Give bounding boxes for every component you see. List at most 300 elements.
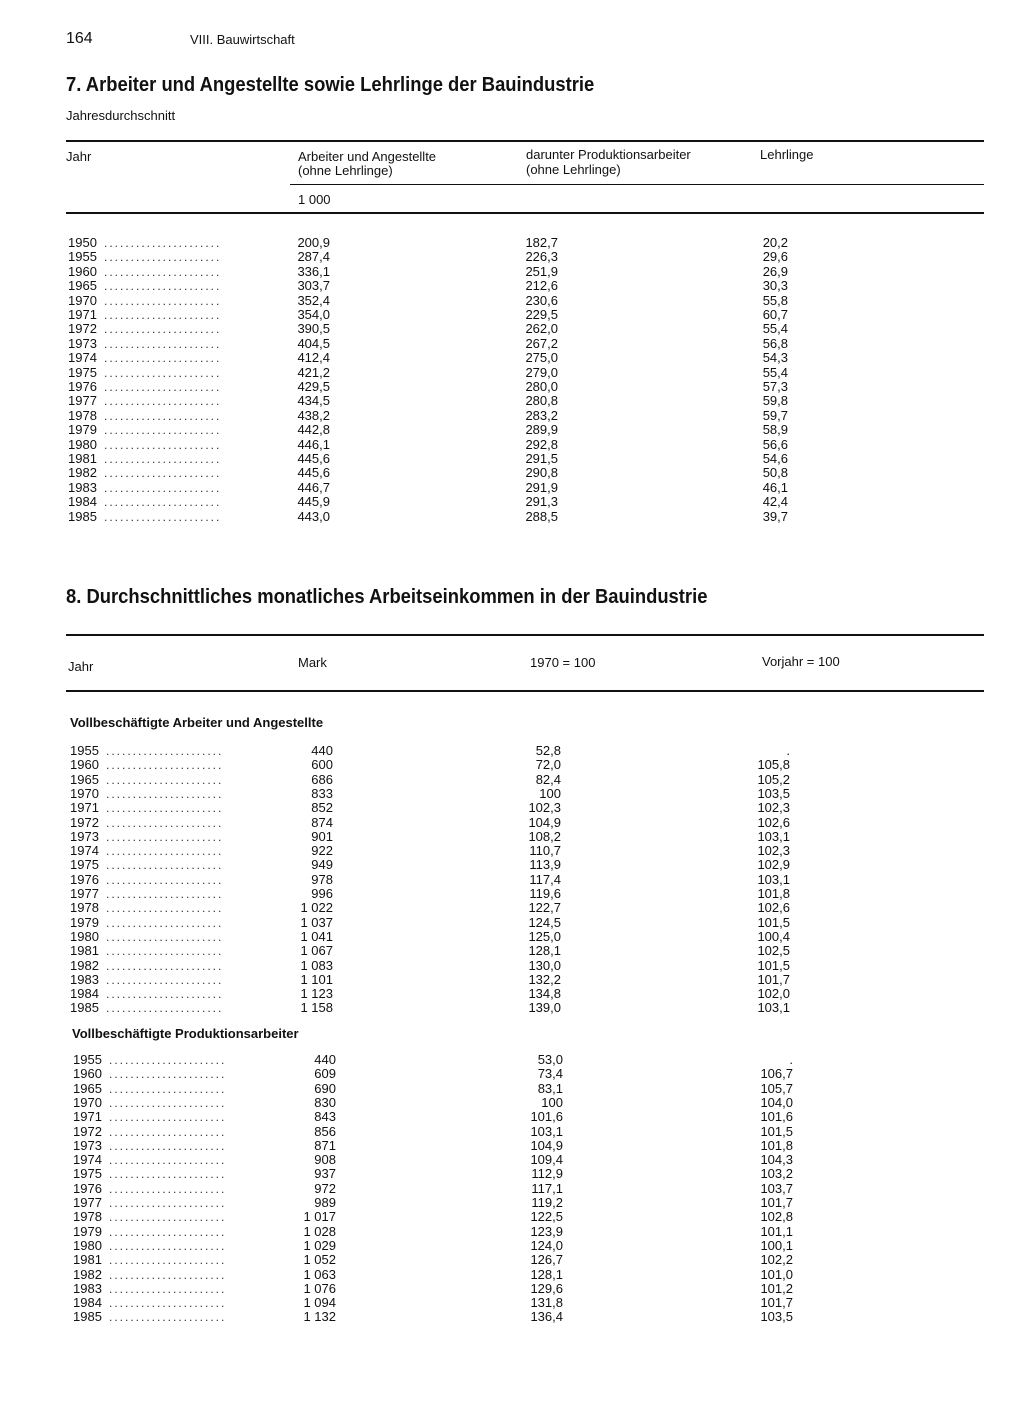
table-row [0, 1268, 1024, 1282]
leader-dots: ...................... [109, 1267, 227, 1282]
year-cell: 1975 [70, 857, 99, 873]
leader-dots: ...................... [104, 509, 222, 524]
value-cell-c: 58,9 [762, 422, 788, 438]
value-cell-c: 102,8 [760, 1209, 793, 1225]
value-cell-b: 73,4 [537, 1066, 563, 1082]
year-cell: 1982 [73, 1266, 102, 1282]
value-cell-c: 101,6 [760, 1109, 793, 1125]
value-cell-a: 972 [314, 1180, 336, 1196]
year-cell: 1983 [73, 1280, 102, 1296]
value-cell-b: 251,9 [525, 263, 558, 279]
leader-dots: ...................... [106, 972, 224, 987]
value-cell-b: 104,9 [530, 1137, 563, 1153]
table-row [0, 858, 1024, 872]
value-cell-a: 908 [314, 1152, 336, 1168]
value-cell-c: 102,0 [757, 986, 790, 1002]
year-cell: 1970 [73, 1094, 102, 1110]
value-cell-a: 434,5 [297, 393, 330, 409]
value-cell-c: 39,7 [762, 508, 788, 524]
table-row [0, 830, 1024, 844]
value-cell-a: 852 [311, 800, 333, 816]
value-cell-b: 130,0 [528, 957, 561, 973]
leader-dots: ...................... [109, 1138, 227, 1153]
year-cell: 1965 [68, 278, 97, 294]
table7-header-col2: darunter Produktionsarbeiter [526, 147, 691, 162]
value-cell-c: 55,4 [762, 321, 788, 337]
table-row [0, 466, 1024, 480]
leader-dots: ...................... [104, 423, 222, 438]
value-cell-b: 291,9 [525, 479, 558, 495]
value-cell-a: 1 052 [303, 1252, 336, 1268]
value-cell-a: 440 [314, 1052, 336, 1067]
table-row [0, 1210, 1024, 1224]
table-row [0, 758, 1024, 772]
table7-unit-rule [290, 184, 984, 185]
table-row [0, 322, 1024, 336]
value-cell-b: 117,1 [531, 1180, 563, 1196]
value-cell-a: 354,0 [297, 307, 330, 322]
table-row [0, 380, 1024, 394]
value-cell-c: 29,6 [762, 249, 788, 265]
value-cell-b: 53,0 [537, 1052, 563, 1067]
value-cell-b: 226,3 [525, 249, 558, 265]
table7-header-col2-sub: (ohne Lehrlinge) [526, 162, 621, 177]
page-number: 164 [66, 30, 93, 47]
value-cell-c: 26,9 [762, 263, 788, 279]
value-cell-c: 101,1 [760, 1223, 793, 1239]
table8-header-col1: Mark [298, 655, 327, 670]
year-cell: 1973 [73, 1137, 102, 1153]
year-cell: 1984 [68, 494, 97, 510]
value-cell-c: 105,2 [757, 771, 790, 787]
table-row [0, 1182, 1024, 1196]
year-cell: 1984 [73, 1295, 102, 1311]
value-cell-a: 978 [311, 871, 333, 887]
table-row [0, 901, 1024, 915]
leader-dots: ...................... [109, 1110, 227, 1125]
year-cell: 1955 [73, 1052, 102, 1067]
table-row [0, 773, 1024, 787]
table-row [0, 844, 1024, 858]
value-cell-a: 686 [311, 771, 333, 787]
year-cell: 1981 [73, 1252, 102, 1268]
value-cell-b: 122,7 [528, 900, 561, 916]
table7-header-col1: Arbeiter und Angestellte [298, 149, 437, 164]
leader-dots: ...................... [109, 1238, 227, 1253]
value-cell-a: 830 [314, 1094, 336, 1110]
value-cell-a: 949 [311, 857, 333, 873]
year-cell: 1973 [68, 335, 97, 351]
leader-dots: ...................... [104, 279, 222, 294]
year-cell: 1973 [70, 828, 99, 844]
value-cell-c: 20,2 [762, 235, 788, 250]
table-row [0, 816, 1024, 830]
table-row [0, 265, 1024, 279]
table8-header-col2: 1970 = 100 [530, 655, 596, 670]
value-cell-c: 102,3 [757, 800, 790, 816]
leader-dots: ...................... [106, 944, 224, 959]
value-cell-b: 283,2 [525, 407, 558, 423]
value-cell-a: 1 076 [303, 1280, 336, 1296]
value-cell-c: 59,8 [762, 393, 788, 409]
value-cell-a: 440 [311, 743, 333, 758]
value-cell-b: 212,6 [525, 278, 558, 294]
year-cell: 1983 [68, 479, 97, 495]
table-row [0, 944, 1024, 958]
table-row [0, 930, 1024, 944]
value-cell-c: 60,7 [762, 307, 788, 322]
year-cell: 1965 [70, 771, 99, 787]
table-row [0, 294, 1024, 308]
leader-dots: ...................... [104, 480, 222, 495]
value-cell-a: 1 028 [303, 1223, 336, 1239]
leader-dots: ...................... [106, 829, 224, 844]
table7-header-rule [66, 212, 984, 214]
table-row [0, 1067, 1024, 1081]
leader-dots: ...................... [104, 466, 222, 481]
table-row [0, 366, 1024, 380]
value-cell-c: 101,7 [760, 1195, 793, 1210]
value-cell-b: 125,0 [528, 928, 561, 944]
value-cell-a: 336,1 [297, 263, 330, 279]
value-cell-a: 871 [314, 1137, 336, 1153]
table-row [0, 1296, 1024, 1310]
value-cell-c: 55,8 [762, 292, 788, 308]
value-cell-c: 54,3 [762, 350, 788, 366]
value-cell-a: 600 [311, 757, 333, 773]
value-cell-b: 128,1 [530, 1266, 563, 1282]
table-row [0, 959, 1024, 973]
value-cell-a: 352,4 [297, 292, 330, 308]
year-cell: 1977 [70, 886, 99, 901]
value-cell-c: 101,5 [757, 914, 790, 930]
running-head: VIII. Bauwirtschaft [190, 32, 295, 47]
year-cell: 1977 [68, 393, 97, 409]
leader-dots: ...................... [106, 872, 224, 887]
leader-dots: ...................... [104, 250, 222, 265]
leader-dots: ...................... [109, 1124, 227, 1139]
year-cell: 1974 [70, 843, 99, 859]
leader-dots: ...................... [106, 815, 224, 830]
year-cell: 1983 [70, 971, 99, 987]
value-cell-a: 901 [311, 828, 333, 844]
value-cell-b: 136,4 [530, 1309, 563, 1325]
value-cell-c: 56,8 [762, 335, 788, 351]
year-cell: 1955 [70, 743, 99, 758]
leader-dots: ...................... [109, 1181, 227, 1196]
value-cell-b: 132,2 [528, 971, 561, 987]
table-row [0, 1310, 1024, 1324]
table8-section1-label: Vollbeschäftigte Arbeiter und Angestellte [70, 715, 324, 730]
value-cell-a: 442,8 [297, 422, 330, 438]
table8-section2-label: Vollbeschäftigte Produktionsarbeiter [72, 1026, 299, 1041]
leader-dots: ...................... [104, 408, 222, 423]
value-cell-b: 100 [541, 1094, 563, 1110]
year-cell: 1960 [70, 757, 99, 773]
year-cell: 1979 [73, 1223, 102, 1239]
table-row [0, 337, 1024, 351]
value-cell-a: 429,5 [297, 379, 330, 394]
leader-dots: ...................... [106, 758, 224, 773]
table7-top-rule [66, 140, 984, 142]
table-row [0, 1096, 1024, 1110]
value-cell-b: 82,4 [535, 771, 561, 787]
year-cell: 1984 [70, 986, 99, 1002]
value-cell-c: 103,2 [760, 1166, 793, 1182]
table-row [0, 1167, 1024, 1181]
value-cell-b: 72,0 [535, 757, 561, 773]
value-cell-b: 229,5 [525, 307, 558, 322]
value-cell-c: 101,8 [757, 886, 790, 901]
table-row [0, 495, 1024, 509]
value-cell-b: 279,0 [525, 364, 558, 380]
year-cell: 1976 [73, 1180, 102, 1196]
table-row [0, 1253, 1024, 1267]
leader-dots: ...................... [109, 1167, 227, 1182]
year-cell: 1985 [70, 1000, 99, 1016]
leader-dots: ...................... [106, 929, 224, 944]
value-cell-b: 100 [539, 785, 561, 801]
value-cell-c: 102,5 [757, 943, 790, 959]
leader-dots: ...................... [109, 1095, 227, 1110]
table-row [0, 452, 1024, 466]
value-cell-b: 291,5 [525, 451, 558, 466]
year-cell: 1974 [68, 350, 97, 366]
value-cell-a: 690 [314, 1080, 336, 1096]
table-row [0, 801, 1024, 815]
year-cell: 1980 [68, 436, 97, 452]
table7-subtitle: Jahresdurchschnitt [66, 108, 176, 123]
table-row [0, 1239, 1024, 1253]
value-cell-b: 110,7 [529, 843, 561, 859]
table7-header-col3: Lehrlinge [760, 147, 814, 162]
value-cell-c: 106,7 [760, 1066, 793, 1082]
table-row [0, 1001, 1024, 1015]
table-row [0, 1125, 1024, 1139]
year-cell: 1976 [70, 871, 99, 887]
value-cell-a: 1 063 [303, 1266, 336, 1282]
leader-dots: ...................... [104, 394, 222, 409]
leader-dots: ...................... [106, 1001, 224, 1016]
value-cell-b: 139,0 [528, 1000, 561, 1016]
value-cell-b: 113,9 [529, 857, 561, 873]
value-cell-b: 119,6 [529, 886, 561, 901]
value-cell-c: 103,5 [757, 785, 790, 801]
year-cell: 1981 [68, 451, 97, 466]
leader-dots: ...................... [106, 772, 224, 787]
value-cell-b: 131,8 [530, 1295, 563, 1311]
year-cell: 1977 [73, 1195, 102, 1210]
value-cell-a: 404,5 [297, 335, 330, 351]
value-cell-b: 134,8 [528, 986, 561, 1002]
value-cell-a: 1 083 [300, 957, 333, 973]
year-cell: 1985 [73, 1309, 102, 1325]
value-cell-c: 101,7 [757, 971, 790, 987]
leader-dots: ...................... [106, 844, 224, 859]
year-cell: 1978 [70, 900, 99, 916]
table-row [0, 236, 1024, 250]
leader-dots: ...................... [109, 1310, 227, 1325]
leader-dots: ...................... [106, 744, 224, 758]
year-cell: 1965 [73, 1080, 102, 1096]
year-cell: 1985 [68, 508, 97, 524]
value-cell-c: 103,1 [757, 871, 790, 887]
year-cell: 1971 [73, 1109, 102, 1125]
table-row [0, 1053, 1024, 1067]
value-cell-c: 101,2 [760, 1280, 793, 1296]
value-cell-c: . [789, 1052, 793, 1067]
table8-top-rule [66, 634, 984, 636]
value-cell-b: 280,0 [525, 379, 558, 394]
value-cell-a: 390,5 [297, 321, 330, 337]
table-row [0, 510, 1024, 524]
year-cell: 1960 [73, 1066, 102, 1082]
table-row [0, 744, 1024, 758]
value-cell-c: 103,5 [760, 1309, 793, 1325]
value-cell-a: 1 037 [300, 914, 333, 930]
value-cell-b: 275,0 [525, 350, 558, 366]
table-row [0, 250, 1024, 264]
value-cell-b: 291,3 [525, 494, 558, 510]
year-cell: 1974 [73, 1152, 102, 1168]
value-cell-a: 1 123 [300, 986, 333, 1002]
table7-header-year: Jahr [66, 149, 92, 164]
year-cell: 1950 [68, 235, 97, 250]
value-cell-b: 128,1 [528, 943, 561, 959]
table-row [0, 438, 1024, 452]
value-cell-a: 303,7 [297, 278, 330, 294]
year-cell: 1972 [70, 814, 99, 830]
year-cell: 1982 [70, 957, 99, 973]
leader-dots: ...................... [104, 380, 222, 394]
value-cell-c: 57,3 [762, 379, 788, 394]
leader-dots: ...................... [106, 987, 224, 1002]
value-cell-b: 126,7 [530, 1252, 563, 1268]
value-cell-a: 1 094 [303, 1295, 336, 1311]
value-cell-a: 1 041 [300, 928, 333, 944]
value-cell-c: 103,1 [757, 828, 790, 844]
table-row [0, 1139, 1024, 1153]
value-cell-c: 104,0 [760, 1094, 793, 1110]
value-cell-b: 104,9 [528, 814, 561, 830]
value-cell-b: 103,1 [530, 1123, 563, 1139]
value-cell-b: 124,0 [530, 1237, 563, 1253]
leader-dots: ...................... [106, 915, 224, 930]
value-cell-c: 56,6 [762, 436, 788, 452]
value-cell-b: 292,8 [525, 436, 558, 452]
leader-dots: ...................... [106, 901, 224, 916]
leader-dots: ...................... [106, 801, 224, 816]
value-cell-c: 54,6 [762, 451, 788, 466]
leader-dots: ...................... [104, 365, 222, 380]
value-cell-b: 230,6 [525, 292, 558, 308]
leader-dots: ...................... [109, 1281, 227, 1296]
year-cell: 1979 [70, 914, 99, 930]
value-cell-c: 100,4 [757, 928, 790, 944]
value-cell-b: 289,9 [525, 422, 558, 438]
value-cell-b: 83,1 [537, 1080, 563, 1096]
year-cell: 1978 [68, 407, 97, 423]
year-cell: 1955 [68, 249, 97, 265]
value-cell-b: 102,3 [528, 800, 561, 816]
table-row [0, 1282, 1024, 1296]
table-row [0, 887, 1024, 901]
leader-dots: ...................... [104, 308, 222, 322]
value-cell-a: 937 [314, 1166, 336, 1182]
value-cell-c: 101,5 [760, 1123, 793, 1139]
value-cell-a: 1 022 [300, 900, 333, 916]
leader-dots: ...................... [104, 336, 222, 351]
leader-dots: ...................... [109, 1081, 227, 1096]
value-cell-b: 117,4 [529, 871, 561, 887]
value-cell-c: 55,4 [762, 364, 788, 380]
year-cell: 1971 [68, 307, 97, 322]
value-cell-a: 922 [311, 843, 333, 859]
table7-header-col1-sub: (ohne Lehrlinge) [298, 163, 393, 178]
leader-dots: ...................... [104, 495, 222, 510]
value-cell-c: 102,2 [760, 1252, 793, 1268]
value-cell-a: 1 101 [300, 971, 333, 987]
value-cell-c: 101,5 [757, 957, 790, 973]
value-cell-c: 101,7 [760, 1295, 793, 1311]
table8-header-year: Jahr [68, 659, 94, 674]
table8-title: 8. Durchschnittliches monatliches Arbeitseinkommen in der Bauindustrie [66, 586, 708, 608]
value-cell-a: 446,1 [297, 436, 330, 452]
value-cell-c: 30,3 [762, 278, 788, 294]
value-cell-a: 1 158 [300, 1000, 333, 1016]
value-cell-b: 52,8 [535, 743, 561, 758]
leader-dots: ...................... [106, 958, 224, 973]
value-cell-a: 412,4 [297, 350, 330, 366]
value-cell-a: 833 [311, 785, 333, 801]
value-cell-c: 101,8 [760, 1137, 793, 1153]
year-cell: 1979 [68, 422, 97, 438]
value-cell-c: 104,3 [760, 1152, 793, 1168]
value-cell-b: 262,0 [525, 321, 558, 337]
table-row [0, 1110, 1024, 1124]
table-row [0, 394, 1024, 408]
value-cell-a: 609 [314, 1066, 336, 1082]
leader-dots: ...................... [106, 786, 224, 801]
table7-title: 7. Arbeiter und Angestellte sowie Lehrlinge der Bauindustrie [66, 74, 595, 96]
table-row [0, 1082, 1024, 1096]
table-row [0, 481, 1024, 495]
value-cell-a: 443,0 [297, 508, 330, 524]
table-row [0, 973, 1024, 987]
value-cell-a: 1 067 [300, 943, 333, 959]
leader-dots: ...................... [106, 858, 224, 873]
value-cell-a: 1 132 [303, 1309, 336, 1325]
value-cell-c: 105,8 [757, 757, 790, 773]
year-cell: 1975 [73, 1166, 102, 1182]
value-cell-b: 119,2 [531, 1195, 563, 1210]
value-cell-b: 288,5 [525, 508, 558, 524]
value-cell-a: 446,7 [297, 479, 330, 495]
value-cell-c: 46,1 [762, 479, 788, 495]
leader-dots: ...................... [104, 236, 222, 250]
value-cell-c: 42,4 [762, 494, 788, 510]
table-row [0, 1153, 1024, 1167]
table-row [0, 308, 1024, 322]
value-cell-c: 105,7 [760, 1080, 793, 1096]
leader-dots: ...................... [109, 1067, 227, 1082]
table-row [0, 916, 1024, 930]
table8-header-rule [66, 690, 984, 692]
table-row [0, 987, 1024, 1001]
value-cell-c: 102,3 [757, 843, 790, 859]
year-cell: 1975 [68, 364, 97, 380]
value-cell-a: 445,9 [297, 494, 330, 510]
